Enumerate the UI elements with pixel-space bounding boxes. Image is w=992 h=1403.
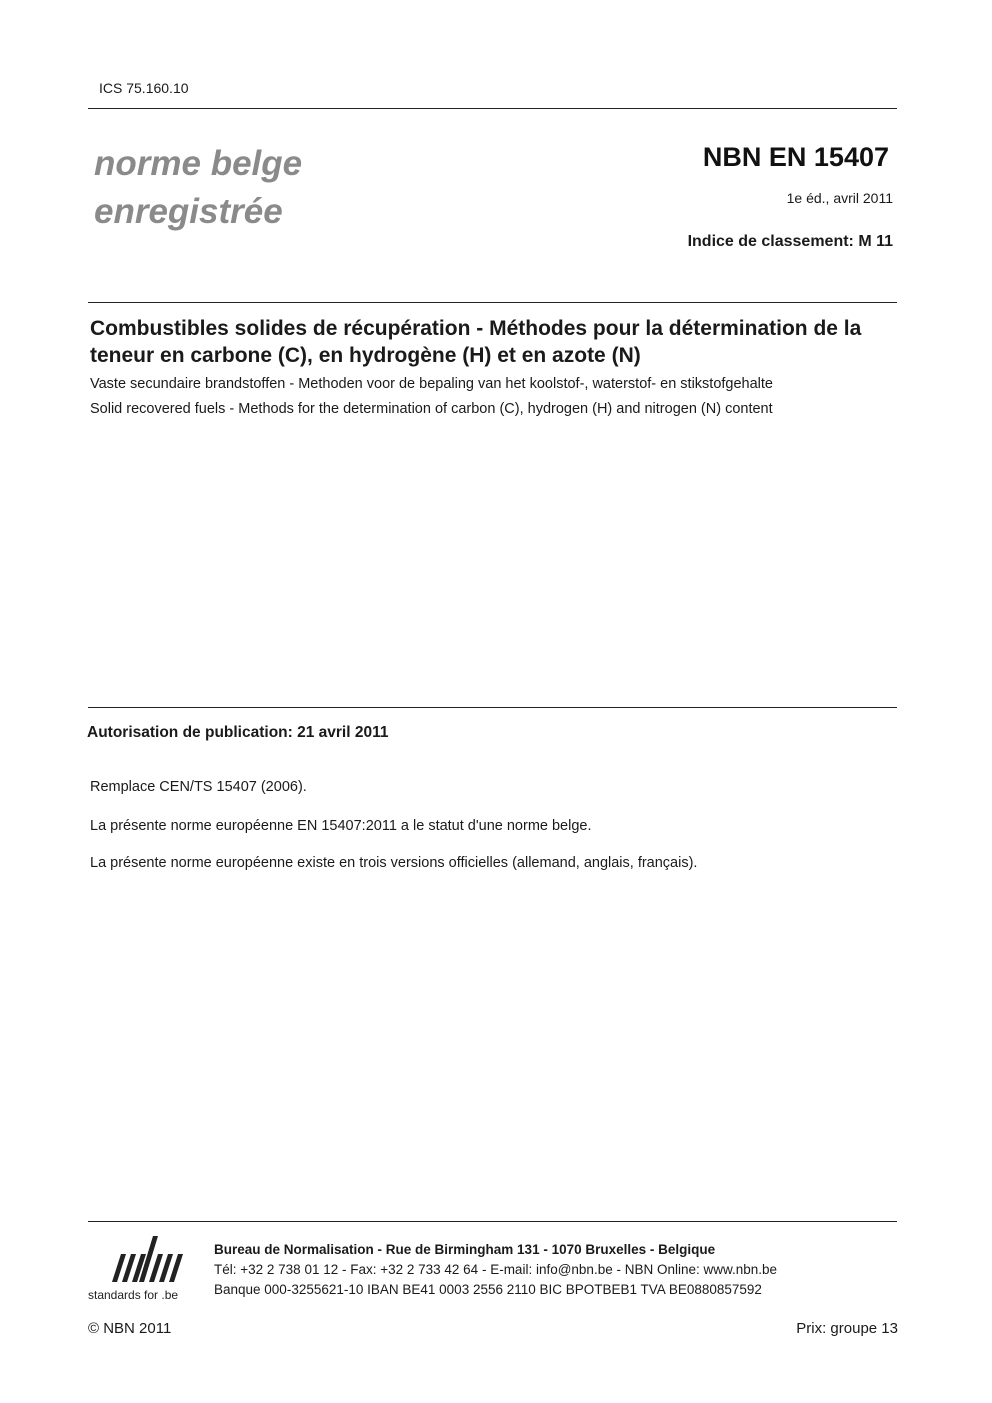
status-note: La présente norme européenne EN 15407:2011 a le statut d'une norme belge.	[90, 818, 592, 834]
title-french: Combustibles solides de récupération - Méthodes pour la détermination de la teneur en carbone (C), en hydrogène (H) et en azote (N)	[90, 317, 862, 367]
norme-line-1: norme belge	[94, 144, 303, 183]
edition-date: 1e éd., avril 2011	[786, 190, 893, 206]
nbn-logo	[88, 1232, 200, 1304]
norme-line-2: enregistrée	[94, 192, 283, 231]
logo-tagline: standards for .be	[88, 1288, 179, 1302]
address-line-3: Banque 000-3255621-10 IBAN BE41 0003 2556 2110 BIC BPOTBEB1 TVA BE0880857592	[214, 1282, 762, 1297]
replaces-note: Remplace CEN/TS 15407 (2006).	[90, 779, 307, 795]
norme-belge-heading	[94, 140, 414, 236]
copyright: © NBN 2011	[88, 1320, 172, 1337]
ics-code: ICS 75.160.10	[99, 80, 189, 96]
versions-note: La présente norme européenne existe en trois versions officielles (allemand, anglais, français).	[90, 855, 698, 871]
address-line-1: Bureau de Normalisation - Rue de Birmingham 131 - 1070 Bruxelles - Belgique	[214, 1242, 716, 1257]
body-rule	[88, 707, 897, 708]
title-english: Solid recovered fuels - Methods for the determination of carbon (C), hydrogen (H) and nitrogen (N) content	[90, 401, 773, 417]
address-line-2: Tél: +32 2 738 01 12 - Fax: +32 2 733 42 64 - E-mail: info@nbn.be - NBN Online: www.nbn.be	[214, 1262, 778, 1277]
classification-index: Indice de classement: M 11	[687, 233, 893, 250]
title-rule	[88, 302, 897, 303]
publication-authorization: Autorisation de publication: 21 avril 2011	[87, 724, 389, 741]
standard-number: NBN EN 15407	[702, 142, 889, 172]
title-dutch: Vaste secundaire brandstoffen - Methoden voor de bepaling van het koolstof-, waterstof- en stikstofgehalte	[90, 376, 773, 392]
price-group: Prix: groupe 13	[796, 1320, 898, 1337]
nbn-logo-icon	[106, 1232, 186, 1284]
header-rule	[88, 108, 897, 109]
footer-rule	[88, 1221, 897, 1222]
